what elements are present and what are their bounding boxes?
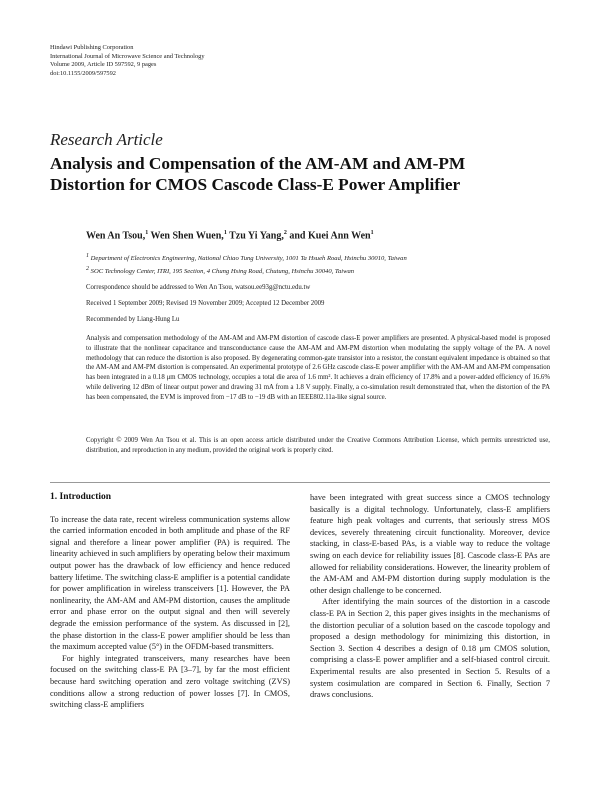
affil-mark: 2: [86, 266, 89, 273]
submission-dates: Received 1 September 2009; Revised 19 November 2009; Accepted 12 December 2009: [86, 300, 325, 307]
paragraph: After identifying the main sources of the distortion in a cascode class-E PA in Section 2, this paper gives insights in the mechanisms of the distortion peculiar of a solution based on the cascode topology and proposed a design methodology for minimizing this distortion, in Section 3. Section 4 describes a design of 0.18 μm CMOS solution, comprising a class-E power amplifier and a self-biased control circuit. Experimental results are also presented in Section 5. Results of a system cosimulation are compared in Section 6. Finally, Section 7 draws conclusions.: [310, 597, 550, 700]
author-affil-mark: 1: [223, 230, 227, 236]
author-affil-mark: 1: [370, 230, 374, 236]
affil-text: SOC Technology Center, ITRI, 195 Section, 4 Chung Hsing Road, Chutung, Hsinchu 30040, Taiwan: [89, 268, 355, 276]
column-right: [310, 492, 550, 701]
recommended-by: Recommended by Liang-Hung Lu: [86, 316, 180, 323]
doi-line[interactable]: doi:10.1155/2009/597592: [50, 69, 116, 77]
author-list: [86, 230, 550, 241]
volume-line: Volume 2009, Article ID 597592, 9 pages: [50, 61, 157, 69]
journal-line: International Journal of Microwave Science and Technology: [50, 52, 205, 60]
journal-header: [50, 44, 205, 78]
section-divider: [50, 482, 550, 483]
affiliation-1: [86, 251, 550, 264]
author-name: and Kuei Ann Wen: [286, 230, 371, 242]
affiliations: [86, 251, 550, 277]
author-name: Wen Shen Wuen,: [148, 230, 224, 242]
paragraph: To increase the data rate, recent wireless communication systems allow the carried information encoded in both amplitude and phase of the RF signal and therefore a linear power amplifier (PA) is required. The linearity achieved in such amplifiers by operating below their maximum output power has the drawback of low efficiency and hence reduced battery lifetime. The switching class-E amplifier is a potential candidate for power amplification in wireless transceivers [1]. However, the PA nonlinearity, the AM-AM and AM-PM distortion, causes the amplitude error and phase error on the output signal and then will severely degrade the emission performance of the system. As discussed in [2], the phase distortion in the class-E power amplifier should be less than the maximum accepted value (5°) in the OFDM-based transmitters.: [50, 514, 290, 652]
author-name: Tzu Yi Yang,: [226, 230, 284, 242]
paragraph: have been integrated with great success since a CMOS technology basically is a digital technology. Unfortunately, class-E amplifiers feature high peak voltages and currents, that seriously stress MOS devices, severely threatening circuit functionality. Moreover, device stacking, in class-E-based PAs, is a viable way to reduce the voltage swing on each device for reliability issues [8]. Cascode class-E PAs are allowed for reliability considerations. However, the linearity problem of the AM-AM and AM-PM distortion during supply modulation is the other design challenge to be concerned.: [310, 493, 550, 595]
author-affil-mark: 1: [145, 230, 149, 236]
author-affil-mark: 2: [283, 230, 287, 236]
title-line-2: Distortion for CMOS Cascode Class-E Power Amplifier: [50, 175, 461, 194]
article-type: Research Article: [50, 130, 163, 149]
affil-mark: 1: [86, 253, 89, 259]
paragraph: For highly integrated transceivers, many researches have been focused on the switching class-E PA [3–7], by far the most efficient because hard switching operation and zero voltage switching (ZVS) conditions allow a strong reduction of power losses [7]. In CMOS, switching class-E amplifiers: [50, 653, 290, 710]
publisher-line: Hindawi Publishing Corporation: [50, 44, 134, 51]
abstract: Analysis and compensation methodology of the AM-AM and AM-PM distortion of cascode class-E power amplifiers are presented. A physical-based model is proposed to illustrate that the nonlinear capacitance and transconductance cause the AM-AM and AM-PM distortion when modulating the supply voltage of the PA. A novel methodology that can reduce the distortion is also proposed. By degenerating common-gate transistor into a resistor, the constant equivalent impedance is obtained so that the AM-AM and AM-PM distortion is compensated. An experimental prototype of 2.6 GHz cascode class-E power amplifier with the AM-AM and AM-PM compensation has been integrated in a 0.18 μm CMOS technology, occupies a total die area of 1.6 mm². It achieves a drain efficiency of 17.8% and a power-added efficiency of 16.6% while delivering 12 dBm of linear output power and drawing 31 mA from a 1.8 V supply. Finally, a co-simulation result demonstrated that, when the distortion of the PA has been compensated, the EVM is improved from −17 dB to −19 dB with an IEEE802.11a-like signal source.: [86, 335, 550, 401]
title-line-1: Analysis and Compensation of the AM-AM and AM-PM: [50, 154, 466, 173]
column-left: [50, 492, 290, 711]
copyright-notice: Copyright © 2009 Wen An Tsou et al. This is an open access article distributed under the Creative Commons Attribution License, which permits unrestricted use, distribution, and reproduction in any medium, provided the original work is properly cited.: [86, 437, 550, 454]
section-heading-introduction: 1. Introduction: [50, 492, 112, 502]
affil-text: Department of Electronics Engineering, National Chiao Tung University, 1001 Ta Hsueh Road, Hsinchu 30010, Taiwan: [89, 255, 407, 263]
paper-title: [50, 153, 550, 195]
correspondence: Correspondence should be addressed to Wen An Tsou, watsou.ee93g@nctu.edu.tw: [86, 284, 311, 291]
affiliation-2: [86, 264, 550, 277]
author-name: Wen An Tsou,: [86, 230, 146, 242]
